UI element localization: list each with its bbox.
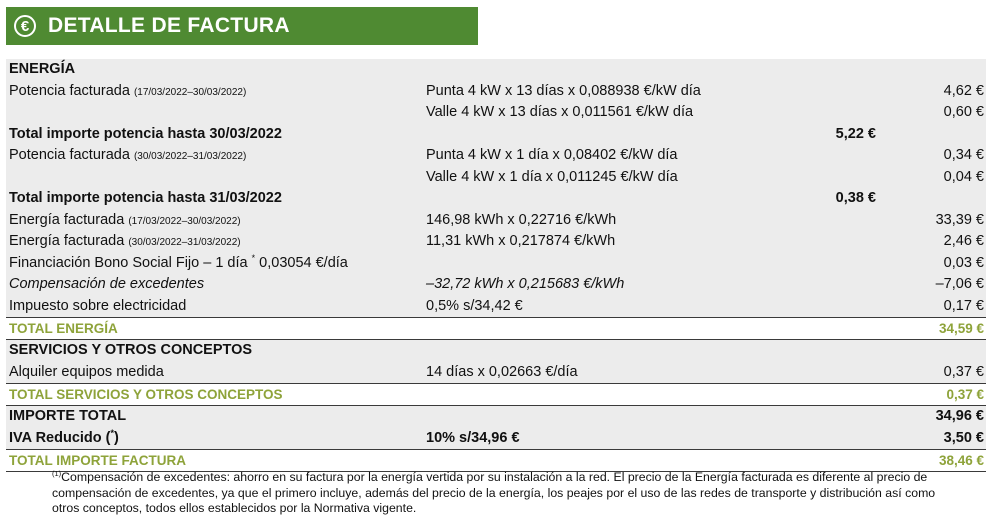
row-label-text: Alquiler equipos medida (9, 363, 164, 380)
row-period: (30/03/2022–31/03/2022) (133, 151, 247, 162)
row-label-text: Energía facturada (9, 233, 125, 249)
row-amount: 0,17 € (943, 297, 984, 314)
footnote-marker: (1) (52, 468, 62, 478)
table-row (6, 81, 986, 103)
row-label-text: Potencia facturada (9, 82, 130, 99)
row-detail: 11,31 kWh x 0,217874 €/kWh (426, 233, 616, 249)
row-period: (17/03/2022–30/03/2022) (133, 86, 247, 98)
row-label-text: IMPORTE TOTAL (9, 408, 127, 424)
row-label (9, 428, 119, 450)
invoice-header (6, 7, 478, 45)
row-detail: 10% s/34,96 € (426, 429, 520, 446)
row-label (9, 231, 241, 254)
row-label-suffix: 0,03054 €/día (255, 254, 348, 271)
table-row (6, 145, 986, 167)
row-amount: 0,03 € (943, 254, 984, 271)
invoice-detail-table (6, 59, 986, 472)
row-label-text: Energía facturada (9, 211, 125, 228)
row-detail: Punta 4 kW x 13 días x 0,088938 €/kW día (426, 82, 701, 99)
table-row (6, 102, 986, 124)
table-row (6, 59, 986, 81)
row-label (9, 318, 118, 339)
row-label-text: IVA Reducido ( (9, 429, 111, 446)
row-amount: 38,46 € (938, 453, 984, 468)
row-label (9, 340, 252, 362)
row-label (9, 362, 164, 384)
row-label (9, 296, 186, 318)
table-row (6, 253, 986, 275)
row-label (9, 210, 241, 233)
row-detail: Punta 4 kW x 1 día x 0,08402 €/kW día (426, 147, 678, 163)
row-amount: 4,62 € (943, 82, 984, 99)
row-label-text: Financiación Bono Social Fijo – 1 día (9, 254, 248, 271)
row-label (9, 450, 186, 471)
row-period: (17/03/2022–30/03/2022) (128, 215, 241, 227)
row-amount: 0,60 € (943, 104, 984, 120)
row-label-text: TOTAL ENERGÍA (9, 321, 118, 336)
row-label (9, 274, 204, 296)
asterisk-mark: * (251, 252, 256, 263)
row-amount: 2,46 € (943, 233, 984, 249)
row-subtotal: 5,22 € (835, 125, 876, 142)
row-amount: 0,37 € (943, 363, 984, 380)
table-row (6, 317, 986, 340)
row-amount: 0,34 € (943, 147, 984, 163)
row-label-text: TOTAL SERVICIOS Y OTROS CONCEPTOS (9, 387, 283, 402)
row-label-text: Impuesto sobre electricidad (9, 297, 187, 314)
footnote (52, 470, 952, 517)
euro-icon: € (14, 15, 36, 37)
row-detail: 14 días x 0,02663 €/día (426, 363, 578, 380)
row-label-text: TOTAL IMPORTE FACTURA (9, 453, 186, 468)
row-amount: 0,04 € (943, 168, 984, 185)
row-amount: –7,06 € (935, 276, 984, 292)
table-row (6, 406, 986, 428)
table-row (6, 124, 986, 146)
page-title: DETALLE DE FACTURA (48, 14, 290, 37)
table-row (6, 296, 986, 318)
row-label (9, 384, 283, 405)
row-label-text: Potencia facturada (9, 147, 130, 163)
row-subtotal: 0,38 € (835, 190, 876, 206)
row-label-suffix: ) (114, 429, 119, 446)
row-detail: Valle 4 kW x 13 días x 0,011561 €/kW día (426, 104, 694, 120)
row-detail: 0,5% s/34,42 € (426, 297, 523, 314)
table-row (6, 449, 986, 472)
footnote-text: Compensación de excedentes: ahorro en su factura por la energía vertida por su instalación a la red. El precio de la Energía facturada es diferente al precio de compensación de excedentes, ya que el primero incluye, además del precio de la energía, los peajes por el uso de las redes de transporte y distribución así como otros conceptos, todos ellos establecidos por la Normativa vigente. (52, 470, 936, 515)
row-amount: 34,59 € (938, 321, 984, 336)
asterisk-mark: * (110, 427, 115, 438)
table-row (6, 210, 986, 232)
row-label (9, 253, 348, 275)
table-row (6, 188, 986, 210)
row-amount: 33,39 € (935, 211, 984, 228)
table-row (6, 167, 986, 189)
row-amount: 3,50 € (943, 429, 984, 446)
row-label-text: Total importe potencia hasta 31/03/2022 (9, 190, 282, 206)
row-label-text: ENERGÍA (9, 61, 76, 77)
table-row (6, 340, 986, 362)
row-amount: 0,37 € (946, 387, 984, 402)
table-row (6, 383, 986, 406)
row-detail: Valle 4 kW x 1 día x 0,011245 €/kW día (426, 168, 678, 185)
row-amount: 34,96 € (935, 408, 984, 424)
row-label (9, 59, 75, 81)
row-period: (30/03/2022–31/03/2022) (128, 237, 241, 248)
row-label (9, 145, 246, 168)
row-label (9, 81, 246, 104)
row-label (9, 124, 282, 146)
row-label-text: Compensación de excedentes (9, 276, 205, 292)
row-label (9, 406, 126, 428)
row-detail: 146,98 kWh x 0,22716 €/kWh (426, 211, 617, 228)
table-row (6, 274, 986, 296)
table-row (6, 231, 986, 253)
row-label-text: SERVICIOS Y OTROS CONCEPTOS (9, 342, 253, 358)
row-label (9, 188, 282, 210)
table-row (6, 362, 986, 384)
table-row (6, 428, 986, 450)
row-detail: –32,72 kWh x 0,215683 €/kWh (426, 276, 625, 292)
row-label-text: Total importe potencia hasta 30/03/2022 (9, 125, 282, 142)
